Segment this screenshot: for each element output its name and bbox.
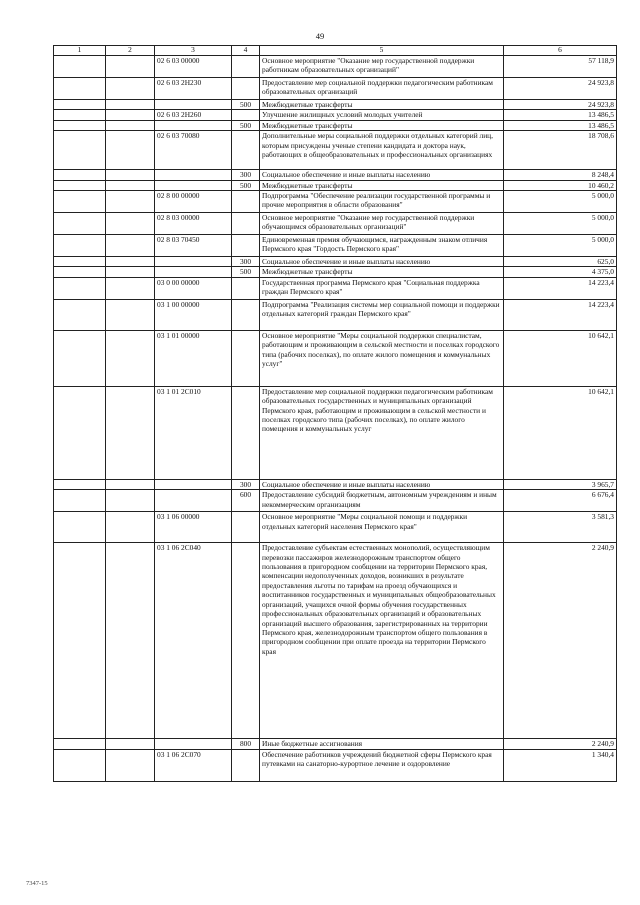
header-col-3: 3 xyxy=(155,46,232,56)
budget-table xyxy=(53,45,617,782)
cell-amount: 4 375,0 xyxy=(504,267,617,277)
cell-description: Основное мероприятие "Оказание мер государственной поддержки работникам образовательных организаций" xyxy=(260,56,504,78)
cell-col-1 xyxy=(54,235,106,257)
cell-expense-type: 500 xyxy=(232,267,260,277)
cell-code: 03 0 00 00000 xyxy=(155,277,232,299)
table-row xyxy=(54,749,617,781)
cell-expense-type xyxy=(232,299,260,330)
cell-description: Предоставление мер социальной поддержки педагогическим работникам образовательных организаций xyxy=(260,78,504,100)
cell-col-1 xyxy=(54,191,106,213)
cell-col-1 xyxy=(54,479,106,489)
cell-description: Предоставление субсидий бюджетным, автономным учреждениям и иным некоммерческим организациям xyxy=(260,490,504,512)
cell-amount: 24 923,8 xyxy=(504,100,617,110)
cell-expense-type xyxy=(232,512,260,543)
table-row xyxy=(54,110,617,120)
cell-col-2 xyxy=(106,170,155,180)
cell-code: 03 1 06 00000 xyxy=(155,512,232,543)
cell-description: Межбюджетные трансферты xyxy=(260,180,504,190)
cell-description: Основное мероприятие "Оказание мер государственной поддержки обучающимся образовательных организаций" xyxy=(260,213,504,235)
table-row xyxy=(54,299,617,330)
table-row xyxy=(54,267,617,277)
cell-col-2 xyxy=(106,386,155,479)
cell-col-1 xyxy=(54,78,106,100)
cell-description: Межбюджетные трансферты xyxy=(260,267,504,277)
table-row xyxy=(54,170,617,180)
cell-amount: 14 223,4 xyxy=(504,299,617,330)
cell-code xyxy=(155,267,232,277)
cell-col-2 xyxy=(106,131,155,170)
cell-code: 03 1 00 00000 xyxy=(155,299,232,330)
cell-code: 02 6 03 00000 xyxy=(155,56,232,78)
table-row xyxy=(54,739,617,749)
cell-expense-type xyxy=(232,235,260,257)
table-row xyxy=(54,191,617,213)
cell-col-1 xyxy=(54,131,106,170)
cell-code: 03 1 06 2С040 xyxy=(155,543,232,739)
cell-amount: 5 000,0 xyxy=(504,191,617,213)
cell-expense-type: 800 xyxy=(232,739,260,749)
cell-amount: 14 223,4 xyxy=(504,277,617,299)
cell-expense-type xyxy=(232,749,260,781)
cell-amount: 8 248,4 xyxy=(504,170,617,180)
cell-description: Основное мероприятие "Меры социальной поддержки специалистам, работающим и проживающим в сельской местности и поселках городского типа (рабочих поселках), по оплате жилого помещения и коммунальных услуг" xyxy=(260,330,504,386)
cell-col-1 xyxy=(54,170,106,180)
cell-code xyxy=(155,120,232,130)
cell-col-1 xyxy=(54,180,106,190)
cell-description: Дополнительные меры социальной поддержки отдельных категорий лиц, которым присуждены ученые степени кандидата и доктора наук, работающих в общеобразовательных и профессиональных организациях xyxy=(260,131,504,170)
cell-expense-type xyxy=(232,386,260,479)
cell-expense-type: 600 xyxy=(232,490,260,512)
cell-code xyxy=(155,180,232,190)
cell-col-1 xyxy=(54,120,106,130)
table-row xyxy=(54,330,617,386)
table-row xyxy=(54,479,617,489)
header-col-4: 4 xyxy=(232,46,260,56)
cell-col-2 xyxy=(106,213,155,235)
cell-code: 03 1 01 2С010 xyxy=(155,386,232,479)
table-body xyxy=(54,56,617,782)
cell-amount: 3 965,7 xyxy=(504,479,617,489)
cell-code: 03 1 06 2С070 xyxy=(155,749,232,781)
cell-expense-type xyxy=(232,543,260,739)
cell-amount: 625,0 xyxy=(504,257,617,267)
cell-expense-type: 300 xyxy=(232,257,260,267)
cell-col-2 xyxy=(106,739,155,749)
table-row xyxy=(54,100,617,110)
cell-description: Социальное обеспечение и иные выплаты населению xyxy=(260,479,504,489)
cell-code xyxy=(155,170,232,180)
cell-code xyxy=(155,490,232,512)
cell-col-2 xyxy=(106,330,155,386)
cell-expense-type: 300 xyxy=(232,479,260,489)
cell-col-2 xyxy=(106,100,155,110)
cell-col-2 xyxy=(106,299,155,330)
cell-description: Улучшение жилищных условий молодых учителей xyxy=(260,110,504,120)
cell-description: Подпрограмма "Обеспечение реализации государственной программы и прочие мероприятия в области образования" xyxy=(260,191,504,213)
cell-amount: 13 486,5 xyxy=(504,120,617,130)
cell-code xyxy=(155,479,232,489)
table-row xyxy=(54,235,617,257)
cell-code: 03 1 01 00000 xyxy=(155,330,232,386)
cell-col-2 xyxy=(106,191,155,213)
cell-expense-type xyxy=(232,131,260,170)
cell-amount: 24 923,8 xyxy=(504,78,617,100)
cell-expense-type: 500 xyxy=(232,180,260,190)
cell-description: Основное мероприятие "Меры социальной помощи и поддержки отдельных категорий населения Пермского края" xyxy=(260,512,504,543)
table-row xyxy=(54,543,617,739)
cell-description: Подпрограмма "Реализация системы мер социальной помощи и поддержки отдельных категорий граждан Пермского края" xyxy=(260,299,504,330)
cell-amount: 57 118,9 xyxy=(504,56,617,78)
cell-col-1 xyxy=(54,257,106,267)
cell-col-2 xyxy=(106,490,155,512)
cell-code xyxy=(155,257,232,267)
cell-code xyxy=(155,100,232,110)
cell-col-1 xyxy=(54,277,106,299)
cell-col-2 xyxy=(106,749,155,781)
cell-col-1 xyxy=(54,543,106,739)
cell-col-1 xyxy=(54,386,106,479)
cell-expense-type xyxy=(232,110,260,120)
cell-description: Обеспечение работников учреждений бюджетной сферы Пермского края путевками на санаторно-курортное лечение и оздоровление xyxy=(260,749,504,781)
header-col-6: 6 xyxy=(504,46,617,56)
cell-col-1 xyxy=(54,490,106,512)
cell-col-2 xyxy=(106,180,155,190)
cell-amount: 2 240,9 xyxy=(504,739,617,749)
cell-col-1 xyxy=(54,749,106,781)
cell-col-1 xyxy=(54,56,106,78)
cell-description: Межбюджетные трансферты xyxy=(260,100,504,110)
cell-description: Единовременная премия обучающимся, награжденным знаком отличия Пермского края "Гордость Пермского края" xyxy=(260,235,504,257)
cell-code: 02 6 03 2Н230 xyxy=(155,78,232,100)
cell-amount: 18 708,6 xyxy=(504,131,617,170)
cell-code xyxy=(155,739,232,749)
cell-code: 02 8 00 00000 xyxy=(155,191,232,213)
table-row xyxy=(54,386,617,479)
cell-expense-type xyxy=(232,56,260,78)
page-number: 49 xyxy=(315,31,325,41)
cell-code: 02 6 03 70080 xyxy=(155,131,232,170)
cell-col-2 xyxy=(106,78,155,100)
header-col-2: 2 xyxy=(106,46,155,56)
cell-amount: 6 676,4 xyxy=(504,490,617,512)
cell-col-1 xyxy=(54,267,106,277)
header-col-5: 5 xyxy=(260,46,504,56)
cell-col-2 xyxy=(106,257,155,267)
table-row xyxy=(54,180,617,190)
cell-expense-type xyxy=(232,191,260,213)
cell-amount: 10 460,2 xyxy=(504,180,617,190)
cell-expense-type xyxy=(232,330,260,386)
cell-amount: 1 340,4 xyxy=(504,749,617,781)
cell-code: 02 6 03 2Н260 xyxy=(155,110,232,120)
cell-amount: 10 642,1 xyxy=(504,386,617,479)
cell-col-1 xyxy=(54,739,106,749)
cell-col-2 xyxy=(106,479,155,489)
cell-amount: 5 000,0 xyxy=(504,235,617,257)
table-row xyxy=(54,78,617,100)
cell-col-1 xyxy=(54,512,106,543)
table-row xyxy=(54,512,617,543)
cell-code: 02 8 03 00000 xyxy=(155,213,232,235)
cell-col-2 xyxy=(106,110,155,120)
cell-col-1 xyxy=(54,299,106,330)
cell-col-2 xyxy=(106,512,155,543)
table-row xyxy=(54,120,617,130)
cell-col-1 xyxy=(54,100,106,110)
table-row xyxy=(54,56,617,78)
cell-amount: 10 642,1 xyxy=(504,330,617,386)
cell-col-2 xyxy=(106,120,155,130)
cell-col-2 xyxy=(106,277,155,299)
cell-description: Предоставление субъектам естественных монополий, осуществляющим перевозки пассажиров железнодорожным транспортом общего пользования в пригородном сообщении на территории Пермского края, компенсации недополученных доходов, возникших в результате предоставления льготы по тарифам на проезд обучающихся и воспитанников государственных и муниципальных общеобразовательных организаций, учащихся очной формы обучения государственных профессиональных образовательных организаций и образовательных организаций высшего образования, зарегистрированных на территории Пермского края, железнодорожным транспортом общего пользования в пригородном сообщении при оплате проезда на территории Пермского края xyxy=(260,543,504,739)
cell-description: Предоставление мер социальной поддержки педагогическим работникам образовательных государственных и муниципальных организаций Пермского края, работающим и проживающим в сельской местности и поселках городского типа (рабочих поселках), по оплате жилого помещения и коммунальных услуг xyxy=(260,386,504,479)
table-row xyxy=(54,257,617,267)
cell-code: 02 8 03 70450 xyxy=(155,235,232,257)
cell-amount: 2 240,9 xyxy=(504,543,617,739)
cell-expense-type: 500 xyxy=(232,120,260,130)
cell-col-2 xyxy=(106,56,155,78)
footer-code: 7347-15 xyxy=(26,880,48,887)
table-header-row xyxy=(54,46,617,56)
table-row xyxy=(54,490,617,512)
header-col-1: 1 xyxy=(54,46,106,56)
cell-amount: 3 581,3 xyxy=(504,512,617,543)
cell-col-1 xyxy=(54,330,106,386)
cell-description: Социальное обеспечение и иные выплаты населению xyxy=(260,170,504,180)
cell-col-1 xyxy=(54,213,106,235)
cell-expense-type xyxy=(232,213,260,235)
table-row xyxy=(54,131,617,170)
cell-amount: 5 000,0 xyxy=(504,213,617,235)
table-row xyxy=(54,213,617,235)
cell-expense-type xyxy=(232,277,260,299)
cell-expense-type: 300 xyxy=(232,170,260,180)
cell-description: Социальное обеспечение и иные выплаты населению xyxy=(260,257,504,267)
cell-description: Межбюджетные трансферты xyxy=(260,120,504,130)
cell-description: Государственная программа Пермского края "Социальная поддержка граждан Пермского края" xyxy=(260,277,504,299)
cell-expense-type xyxy=(232,78,260,100)
cell-col-2 xyxy=(106,235,155,257)
cell-description: Иные бюджетные ассигнования xyxy=(260,739,504,749)
cell-col-1 xyxy=(54,110,106,120)
table-row xyxy=(54,277,617,299)
cell-amount: 13 486,5 xyxy=(504,110,617,120)
cell-expense-type: 500 xyxy=(232,100,260,110)
cell-col-2 xyxy=(106,267,155,277)
cell-col-2 xyxy=(106,543,155,739)
